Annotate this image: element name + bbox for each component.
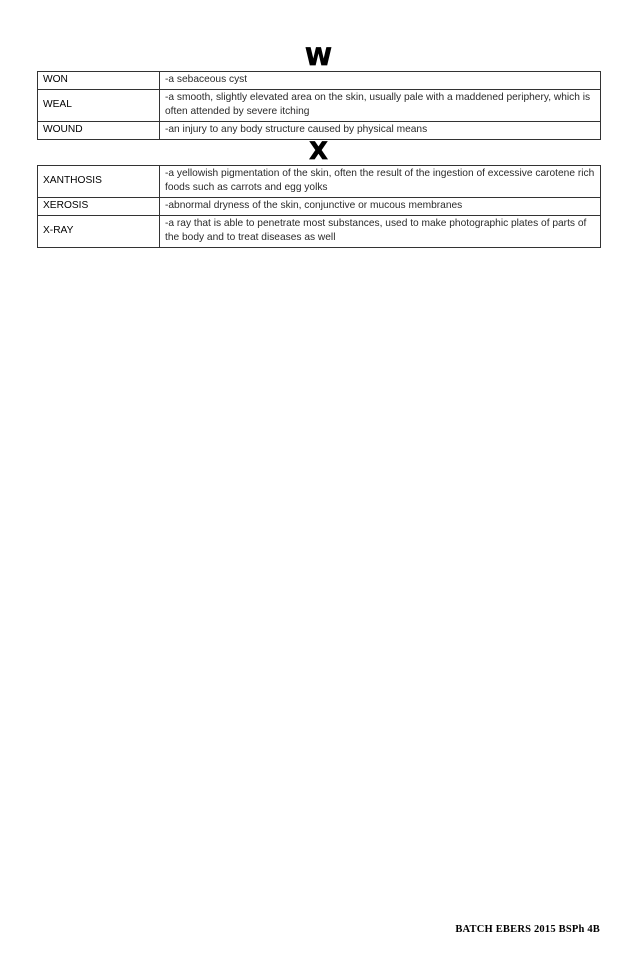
- term-cell: WON: [38, 72, 160, 90]
- term-cell: XANTHOSIS: [38, 166, 160, 198]
- section-w: [37, 44, 601, 140]
- definition-cell: -abnormal dryness of the skin, conjunctive or mucous membranes: [160, 198, 601, 216]
- table-row: [38, 72, 601, 90]
- definition-cell: -a ray that is able to penetrate most substances, used to make photographic plates of parts of the body and to treat diseases as well: [160, 216, 601, 248]
- term-cell: WEAL: [38, 90, 160, 122]
- table-row: [38, 216, 601, 248]
- glossary-table-x: [37, 165, 601, 248]
- section-x: [37, 138, 601, 248]
- table-row: [38, 166, 601, 198]
- term-cell: WOUND: [38, 122, 160, 140]
- page-footer: BATCH EBERS 2015 BSPh 4B: [455, 924, 600, 935]
- term-cell: X-RAY: [38, 216, 160, 248]
- section-letter-heading: W: [305, 43, 333, 71]
- glossary-table-w: [37, 71, 601, 140]
- section-letter-heading: X: [309, 137, 329, 165]
- table-row: [38, 90, 601, 122]
- table-row: [38, 198, 601, 216]
- definition-cell: -an injury to any body structure caused by physical means: [160, 122, 601, 140]
- definition-cell: -a sebaceous cyst: [160, 72, 601, 90]
- term-cell: XEROSIS: [38, 198, 160, 216]
- definition-cell: -a smooth, slightly elevated area on the skin, usually pale with a maddened periphery, which is often attended by severe itching: [160, 90, 601, 122]
- definition-cell: -a yellowish pigmentation of the skin, often the result of the ingestion of excessive carotene rich foods such as carrots and egg yolks: [160, 166, 601, 198]
